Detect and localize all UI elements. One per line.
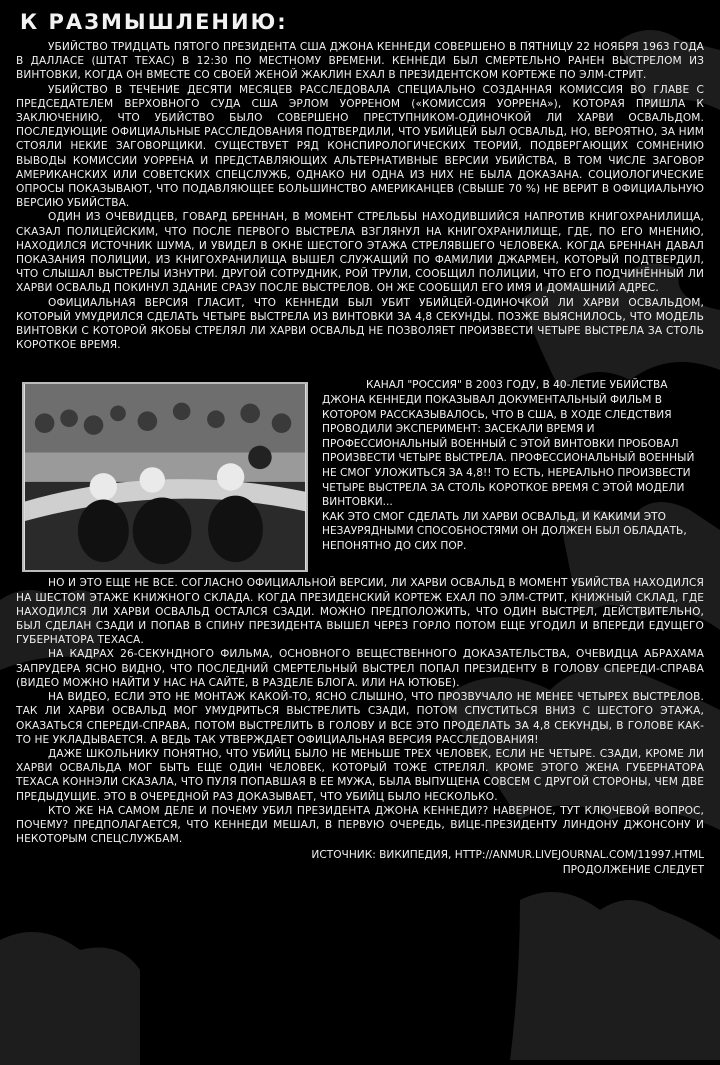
source-label: ИСТОЧНИК: ВИКИПЕДИЯ, — [311, 849, 452, 862]
page-title: К РАЗМЫШЛЕНИЮ: — [20, 10, 288, 34]
paragraph: НА ВИДЕО, ЕСЛИ ЭТО НЕ МОНТАЖ КАКОЙ-ТО, ЯСНО СЛЫШНО, ЧТО ПРОЗВУЧАЛО НЕ МЕНЕЕ ЧЕТЫРЕХ ВЫСТРЕЛОВ. ТАК ЛИ ХАРВИ ОСВАЛЬД МОГ УМУДРИТЬСЯ ВЫСТРЕЛИТЬ СЗАДИ, ПОТОМ СПУСТИТЬСЯ ВНИЗ С ШЕСТОГО ЭТАЖА, ОКАЗАТЬСЯ СПЕРЕДИ-СПРАВА, ПОТОМ ВЫСТРЕЛИТЬ В ГОЛОВУ И ВСЕ ЭТО ПРОДЕЛАТЬ ЗА 4,8 СЕКУНДЫ, В ГОЛОВЕ КАК-ТО НЕ УКЛАДЫВАЕТСЯ. А ВЕДЬ ТАК УТВЕРЖДАЕТ ОФИЦИАЛЬНАЯ ВЕРСИЯ РАССЛЕДОВАНИЯ! — [16, 691, 704, 746]
side-paragraph: КАК ЭТО СМОГ СДЕЛАТЬ ЛИ ХАРВИ ОСВАЛЬД, И КАКИМИ ЭТО НЕЗАУРЯДНЫМИ СПОСОБНОСТЯМИ ОН ДОЛЖЕН БЫЛ ОБЛАДАТЬ, НЕПОНЯТНО ДО СИХ ПОР. — [322, 510, 687, 552]
motorcade-photo — [22, 382, 308, 572]
paragraph: НО И ЭТО ЕЩЕ НЕ ВСЕ. СОГЛАСНО ОФИЦИАЛЬНОЙ ВЕРСИИ, ЛИ ХАРВИ ОСВАЛЬД В МОМЕНТ УБИЙСТВА НАХОДИЛСЯ НА ШЕСТОМ ЭТАЖЕ КНИЖНОГО СКЛАДА. КОГДА ПРЕЗИДЕНСКИЙ КОРТЕЖ ЕХАЛ ПО ЭЛМ-СТРИТ, КНИЖНЫЙ СКЛАД, ГДЕ НАХОДИЛСЯ ЛИ ХАРВИ ОСВАЛЬД ОСТАЛСЯ СЗАДИ. МОЖНО ПРЕДПОЛОЖИТЬ, ЧТО ОДИН ВЫСТРЕЛ, ДЕЙСТВИТЕЛЬНО, БЫЛ СДЕЛАН СЗАДИ И ПОПАВ В СПИНУ ПРЕЗИДЕНТА ВЫШЕЛ ЧЕРЕЗ ГОРЛО ПОТОМ ЕЩЕ УГОДИЛ И ВПЕРЕДИ ЕДУЩЕГО ГУБЕРНАТОРА ТЕХАСА. — [16, 577, 704, 647]
paragraph: УБИЙСТВО В ТЕЧЕНИЕ ДЕСЯТИ МЕСЯЦЕВ РАССЛЕДОВАЛА СПЕЦИАЛЬНО СОЗДАННАЯ КОМИССИЯ ВО ГЛАВЕ С ПРЕДСЕДАТЕЛЕМ ВЕРХОВНОГО СУДА США ЭРЛОМ УОРРЕНОМ («КОМИССИЯ УОРРЕНА»), КОТОРАЯ ПРИШЛА К ЗАКЛЮЧЕНИЮ, ЧТО УБИЙСТВО БЫЛО СОВЕРШЕНО ПРЕСТУПНИКОМ-ОДИНОЧКОЙ ЛИ ХАРВИ ОСВАЛЬДОМ. ПОСЛЕДУЮЩИЕ ОФИЦИАЛЬНЫЕ РАССЛЕДОВАНИЯ ПОДТВЕРДИЛИ, ЧТО УБИЙЦЕЙ БЫЛ ОСВАЛЬД, НО, ВЕРОЯТНО, ЗА НИМ СТОЯЛИ НЕКИЕ ЗАГОВОРЩИКИ. СУЩЕСТВУЕТ РЯД КОНСПИРОЛОГИЧЕСКИХ ТЕОРИЙ, ПОДВЕРГАЮЩИХ СОМНЕНИЮ ВЫВОДЫ КОМИССИИ УОРРЕНА И ПРЕДСТАВЛЯЮЩИХ АЛЬТЕРНАТИВНЫЕ ВЕРСИИ УБИЙСТВА, В ТОМ ЧИСЛЕ ЗАГОВОР АМЕРИКАНСКИХ ИЛИ СОВЕТСКИХ СПЕЦСЛУЖБ, ОДНАКО НИ ОДНА ИЗ НИХ НЕ БЫЛА ДОКАЗАНА. СОЦИОЛОГИЧЕСКИЕ ОПРОСЫ ПОКАЗЫВАЮТ, ЧТО ПОДАВЛЯЮЩЕЕ БОЛЬШИНСТВО АМЕРИКАНЦЕВ (СВЫШЕ 70 %) НЕ ВЕРИТ В ОФИЦИАЛЬНУЮ ВЕРСИЮ УБИЙСТВА. — [16, 83, 704, 210]
side-paragraph: КАНАЛ "РОССИЯ" В 2003 ГОДУ, В 40-ЛЕТИЕ УБИЙСТВА ДЖОНА КЕННЕДИ ПОКАЗЫВАЛ ДОКУМЕНТАЛЬНЫЙ ФИЛЬМ В КОТОРОМ РАССКАЗЫВАЛОСЬ, ЧТО В США, В ХОДЕ СЛЕДСТВИЯ ПРОВОДИЛИ ЭКСПЕРИМЕНТ: ЗАСЕКАЛИ ВРЕМЯ И ПРОФЕССИОНАЛЬНЫЙ ВОЕННЫЙ С ЭТОЙ ВИНТОВКИ ПРОБОВАЛ ПРОИЗВЕСТИ ЧЕТЫРЕ ВЫСТРЕЛА. ПРОФЕССИОНАЛЬНЫЙ ВОЕННЫЙ НЕ СМОГ УЛОЖИТЬСЯ ЗА 4,8!! ТО ЕСТЬ, НЕРЕАЛЬНО ПРОИЗВЕСТИ ЧЕТЫРЕ ВЫСТРЕЛА ЗА СТОЛЬ КОРОТКОЕ ВРЕМЯ С ЭТОЙ МОДЕЛИ ВИНТОВКИ... — [322, 379, 695, 509]
paragraph: ОДИН ИЗ ОЧЕВИДЦЕВ, ГОВАРД БРЕННАН, В МОМЕНТ СТРЕЛЬБЫ НАХОДИВШИЙСЯ НАПРОТИВ КНИГОХРАНИЛИЩА, СКАЗАЛ ПОЛИЦЕЙСКИМ, ЧТО ПОСЛЕ ПЕРВОГО ВЫСТРЕЛА ВЗГЛЯНУЛ НА КНИГОХРАНИЛИЩЕ, ГДЕ, ПО ЕГО МНЕНИЮ, НАХОДИЛСЯ ИСТОЧНИК ШУМА, И УВИДЕЛ В ОКНЕ ШЕСТОГО ЭТАЖА СТРЕЛЯВШЕГО ЧЕЛОВЕКА. КОГДА БРЕННАН ДАВАЛ ПОКАЗАНИЯ ПОЛИЦИИ, ИЗ КНИГОХРАНИЛИЩА ВЫШЕЛ СЛУЖАЩИЙ ПО ФАМИЛИИ ДЖАРМЕН, КОТОРЫЙ ПОДТВЕРДИЛ, ЧТО СЛЫШАЛ ВЫСТРЕЛЫ ИЗНУТРИ. ДРУГОЙ СОТРУДНИК, РОЙ ТРУЛИ, СООБЩИЛ ПОЛИЦИИ, ЧТО ЕГО ПОДЧИНЁННЫЙ ЛИ ХАРВИ ОСВАЛЬД ПОКИНУЛ ЗДАНИЕ СРАЗУ ПОСЛЕ ВЫСТРЕЛОВ. ОН ЖЕ СООБЩИЛ ЕГО ИМЯ И ДОМАШНИЙ АДРЕС. — [16, 211, 704, 295]
article-top — [16, 40, 704, 352]
paragraph: ДАЖЕ ШКОЛЬНИКУ ПОНЯТНО, ЧТО УБИЙЦ БЫЛО НЕ МЕНЬШЕ ТРЕХ ЧЕЛОВЕК, ЕСЛИ НЕ ЧЕТЫРЕ. СЗАДИ, КРОМЕ ЛИ ХАРВИ ОСВАЛЬДА МОГ БЫТЬ ЕЩЕ ОДИН ЧЕЛОВЕК, КОТОРЫЙ ТОЖЕ СТРЕЛЯЛ. КРОМЕ ЭТОГО ЖЕНА ГУБЕРНАТОРА ТЕХАСА КОННЭЛИ СКАЗАЛА, ЧТО ПУЛЯ ПОПАВШАЯ В ЕЕ МУЖА, БЫЛА ВЫПУЩЕНА СОВСЕМ С ДРУГОЙ СТОРОНЫ, ЧЕМ ДВЕ ПРЕДЫДУЩИЕ. ЭТО В ОЧЕРЕДНОЙ РАЗ ДОКАЗЫВАЕТ, ЧТО УБИЙЦ БЫЛО НЕСКОЛЬКО. — [16, 747, 704, 803]
side-note — [322, 378, 704, 553]
article-bottom — [16, 576, 704, 846]
to-be-continued: ПРОДОЛЖЕНИЕ СЛЕДУЕТ — [562, 864, 704, 877]
paragraph: ОФИЦИАЛЬНАЯ ВЕРСИЯ ГЛАСИТ, ЧТО КЕННЕДИ БЫЛ УБИТ УБИЙЦЕЙ-ОДИНОЧКОЙ ЛИ ХАРВИ ОСВАЛЬДОМ, КОТОРЫЙ УМУДРИЛСЯ СДЕЛАТЬ ЧЕТЫРЕ ВЫСТРЕЛА ИЗ ВИНТОВКИ ЗА 4,8 СЕКУНДЫ. ПОЗЖЕ ВЫЯСНИЛОСЬ, ЧТО МОДЕЛЬ ВИНТОВКИ С КОТОРОЙ ЯКОБЫ СТРЕЛЯЛ ЛИ ХАРВИ ОСВАЛЬД НЕ ПОЗВОЛЯЕТ ПРОИЗВЕСТИ ЧЕТЫРЕ ВЫСТРЕЛА ЗА СТОЛЬ КОРОТКОЕ ВРЕМЯ. — [16, 296, 704, 352]
paragraph: КТО ЖЕ НА САМОМ ДЕЛЕ И ПОЧЕМУ УБИЛ ПРЕЗИДЕНТА ДЖОНА КЕННЕДИ?? НАВЕРНОЕ, ТУТ КЛЮЧЕВОЙ ВОПРОС, ПОЧЕМУ? ПРЕДПОЛАГАЕТСЯ, ЧТО КЕННЕДИ МЕШАЛ, В ПЕРВУЮ ОЧЕРЕДЬ, ВИЦЕ-ПРЕЗИДЕНТУ ЛИНДОНУ ДЖОНСОНУ И НЕКОТОРЫМ СПЕЦСЛУЖБАМ. — [16, 804, 704, 846]
source-line — [16, 848, 704, 863]
source-link[interactable]: HTTP://ANMUR.LIVEJOURNAL.COM/11997.HTML — [454, 849, 704, 862]
figure-row — [16, 378, 704, 572]
paragraph: УБИЙСТВО ТРИДЦАТЬ ПЯТОГО ПРЕЗИДЕНТА США ДЖОНА КЕННЕДИ СОВЕРШЕНО В ПЯТНИЦУ 22 НОЯБРЯ 1963 ГОДА В ДАЛЛАСЕ (ШТАТ ТЕХАС) В 12:30 ПО МЕСТНОМУ ВРЕМЕНИ. КЕННЕДИ БЫЛ СМЕРТЕЛЬНО РАНЕН ВЫСТРЕЛОМ ИЗ ВИНТОВКИ, КОГДА ОН ВМЕСТЕ СО СВОЕЙ ЖЕНОЙ ЖАКЛИН ЕХАЛ В ПРЕЗИДЕНТСКОМ КОРТЕЖЕ ПО ЭЛМ-СТРИТ. — [16, 41, 704, 82]
paragraph: НА КАДРАХ 26-СЕКУНДНОГО ФИЛЬМА, ОСНОВНОГО ВЕЩЕСТВЕННОГО ДОКАЗАТЕЛЬСТВА, ОЧЕВИДЦА АБРАХАМА ЗАПРУДЕРА ЯСНО ВИДНО, ЧТО ПОСЛЕДНИЙ СМЕРТЕЛЬНЫЙ ВЫСТРЕЛ ПОПАЛ ПРЕЗИДЕНТУ В ГОЛОВУ СПЕРЕДИ-СПРАВА (ВИДЕО МОЖНО НАЙТИ У НАС НА САЙТЕ, В РАЗДЕЛЕ БЛОГА. ИЛИ НА ЮТЮБЕ). — [16, 648, 704, 689]
